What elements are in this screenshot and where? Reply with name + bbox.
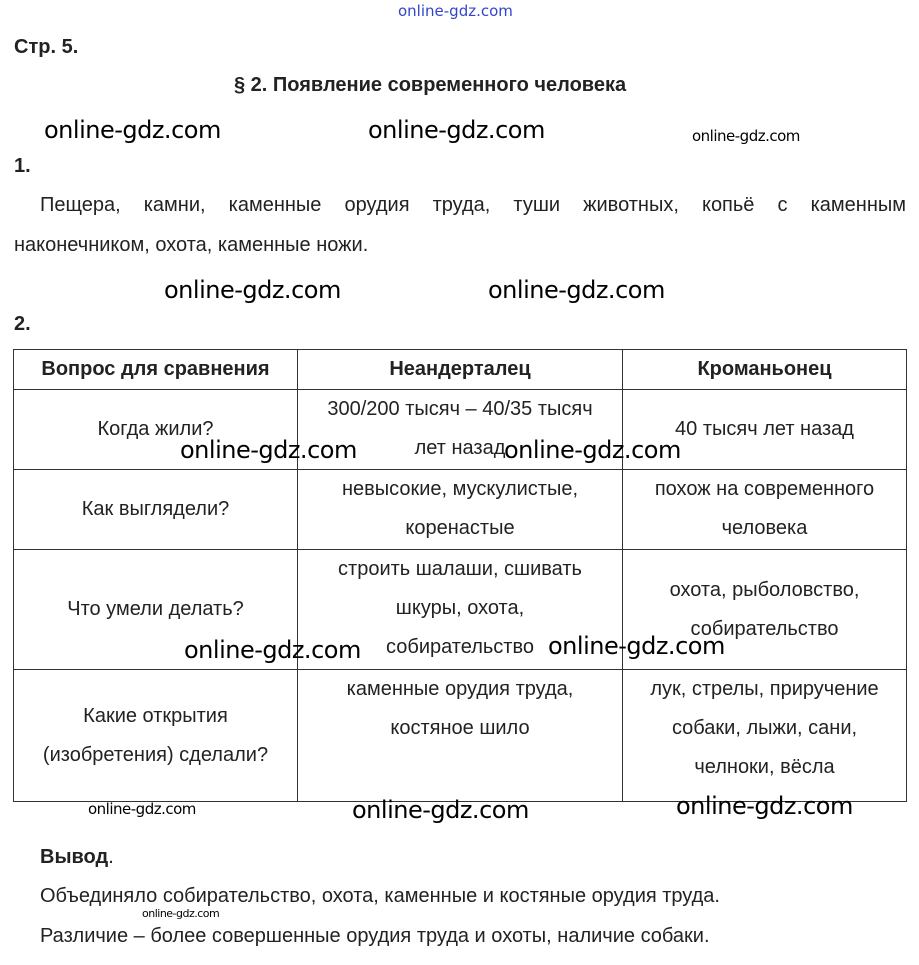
watermark: online-gdz.com xyxy=(180,436,357,464)
watermark: online-gdz.com xyxy=(184,636,361,664)
cell-cromagnon: лук, стрелы, приручение собаки, лыжи, сани, челноки, вёсла xyxy=(623,670,907,802)
watermark: online-gdz.com xyxy=(676,792,853,820)
watermark: online-gdz.com xyxy=(44,116,221,144)
table-row xyxy=(14,550,907,670)
table-row xyxy=(14,390,907,470)
question-2-number: 2. xyxy=(14,313,31,335)
watermark: online-gdz.com xyxy=(142,907,220,920)
answer-1-line2: наконечником, охота, каменные ножи. xyxy=(14,234,369,256)
cell-neanderthal: невысокие, мускулистые, коренастые xyxy=(298,470,623,550)
watermark: online-gdz.com xyxy=(352,796,529,824)
conclusion-line1: Объединяло собирательство, охота, каменные и костяные орудия труда. xyxy=(40,885,720,907)
watermark: online-gdz.com xyxy=(488,276,665,304)
watermark: online-gdz.com xyxy=(692,127,800,145)
header-question: Вопрос для сравнения xyxy=(14,350,298,390)
cell-cromagnon: охота, рыболовство, собирательство xyxy=(623,550,907,670)
page-label: Стр. 5. xyxy=(14,36,79,58)
cell-question: Как выглядели? xyxy=(14,470,298,550)
comparison-table xyxy=(13,349,907,802)
top-watermark: online-gdz.com xyxy=(398,2,513,20)
cell-cromagnon: 40 тысяч лет назад xyxy=(623,390,907,470)
cell-question: Какие открытия (изобретения) сделали? xyxy=(14,670,298,802)
cell-neanderthal: строить шалаши, сшивать шкуры, охота, собирательство xyxy=(298,550,623,670)
cell-question: Когда жили? xyxy=(14,390,298,470)
table-row xyxy=(14,470,907,550)
cell-cromagnon: похож на современного человека xyxy=(623,470,907,550)
header-neanderthal: Неандерталец xyxy=(298,350,623,390)
conclusion-heading: Вывод. xyxy=(40,846,114,868)
header-cromagnon: Кроманьонец xyxy=(623,350,907,390)
section-title: § 2. Появление современного человека xyxy=(234,74,627,96)
table-row xyxy=(14,670,907,802)
watermark: online-gdz.com xyxy=(368,116,545,144)
question-1-number: 1. xyxy=(14,155,31,177)
cell-neanderthal: каменные орудия труда, костяное шило xyxy=(298,670,623,802)
cell-neanderthal: 300/200 тысяч – 40/35 тысяч лет назад xyxy=(298,390,623,470)
cell-question: Что умели делать? xyxy=(14,550,298,670)
conclusion-line2: Различие – более совершенные орудия труда и охоты, наличие собаки. xyxy=(40,925,710,947)
watermark: online-gdz.com xyxy=(504,436,681,464)
watermark: online-gdz.com xyxy=(88,800,196,818)
watermark: online-gdz.com xyxy=(164,276,341,304)
watermark: online-gdz.com xyxy=(548,632,725,660)
answer-1-line1: Пещера, камни, каменные орудия труда, туши животных, копьё с каменным xyxy=(40,194,906,216)
table-header-row xyxy=(14,350,907,390)
